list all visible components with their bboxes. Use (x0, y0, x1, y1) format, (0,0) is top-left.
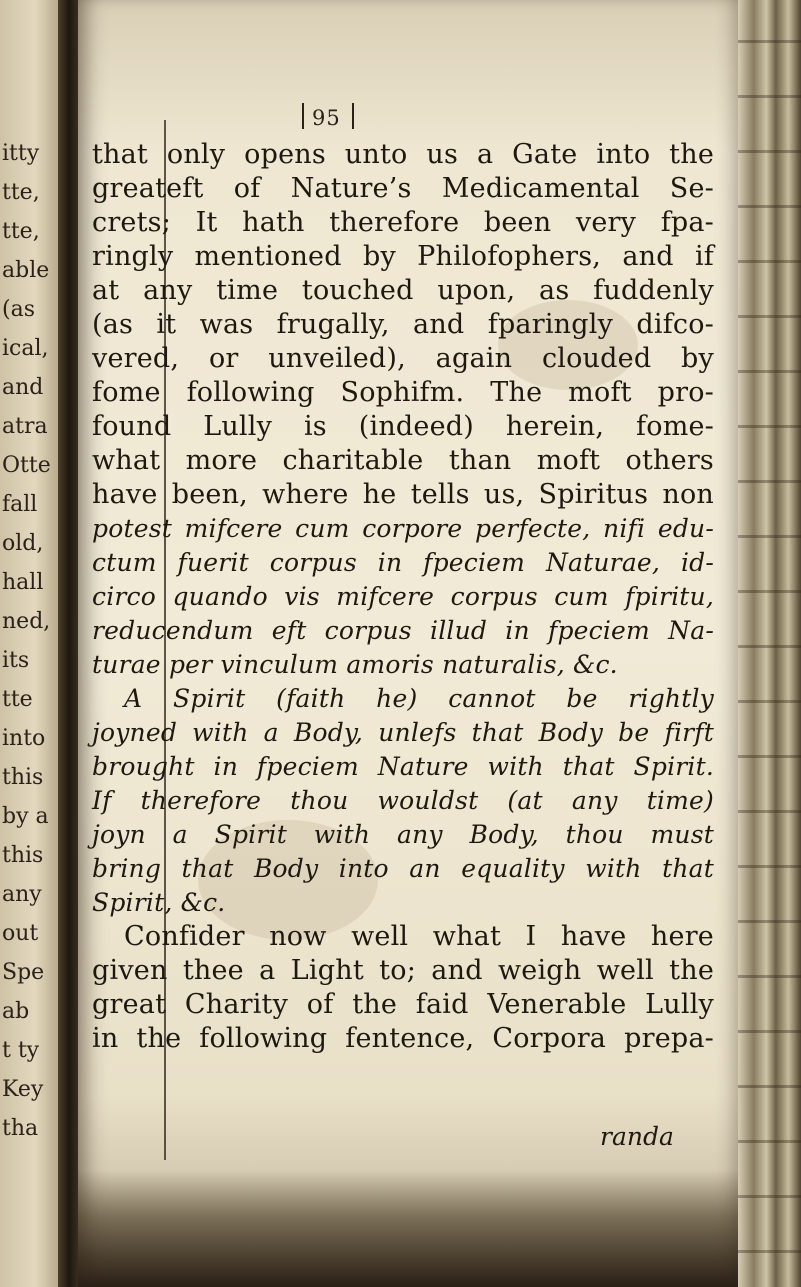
text-line: (as it was frugally, and fparingly difco- (92, 309, 714, 340)
left-page-fragment: and (2, 375, 44, 400)
text-line: that only opens unto us a Gate into the (92, 139, 714, 170)
left-page-fragment: Spe (2, 960, 45, 985)
fore-edge-stripe (738, 920, 801, 923)
text-line: great Charity of the faid Venerable Lully (92, 989, 714, 1020)
left-page-fragment: fall (2, 492, 38, 517)
fore-edge-stripe (738, 425, 801, 428)
left-page-fragment: by a (2, 804, 49, 829)
left-page-fragment: tte (2, 687, 33, 712)
fore-edge-stripe (738, 95, 801, 98)
text-line: A Spirit (faith he) cannot be rightly (124, 684, 714, 713)
fore-edge-stripe (738, 645, 801, 648)
left-page-fragment: out (2, 921, 39, 946)
text-line: ringly mentioned by Philofophers, and if (92, 241, 714, 272)
fore-edge-stripe (738, 40, 801, 43)
left-page-fragment: hall (2, 570, 44, 595)
left-page-fragment: t ty (2, 1038, 40, 1063)
text-line: turae per vinculum amoris naturalis, &c. (92, 650, 618, 679)
fore-edge-stripe (738, 205, 801, 208)
catchword: randa (600, 1122, 674, 1151)
left-page-fragment: tha (2, 1116, 39, 1141)
fore-edge-stripe (738, 370, 801, 373)
fore-edge-stripe (738, 590, 801, 593)
text-line: brought in fpeciem Nature with that Spirit. (92, 752, 714, 781)
text-line: vered, or unveiled), again clouded by (92, 343, 714, 374)
book-gutter (58, 0, 80, 1287)
left-page-fragment: old, (2, 531, 44, 556)
left-page-fragment: its (2, 648, 30, 673)
text-line: circo quando vis mifcere corpus cum fpiritu, (92, 582, 714, 611)
text-line: greateft of Nature’s Medicamental Se- (92, 173, 714, 204)
left-page-fragment: ical, (2, 336, 49, 361)
left-page-fragment: itty (2, 141, 40, 166)
fore-edge-stripe (738, 755, 801, 758)
left-page-fragment: into (2, 726, 46, 751)
left-page-fragment: (as (2, 297, 35, 322)
left-page-fragment: any (2, 882, 42, 907)
left-page-fragment: tte, (2, 180, 40, 205)
text-line: reducendum eft corpus illud in fpeciem Na- (92, 616, 714, 645)
fore-edge-stripe (738, 1140, 801, 1143)
text-line: bring that Body into an equality with that (92, 854, 714, 883)
fore-edge-stripe (738, 1195, 801, 1198)
text-line: fome following Sophifm. The moft pro- (92, 377, 714, 408)
left-page-fragment: Otte (2, 453, 51, 478)
text-line: what more charitable than moft others (92, 445, 714, 476)
fore-edge-stripe (738, 1250, 801, 1253)
left-page-fragment: ab (2, 999, 30, 1024)
text-line: joyned with a Body, unlefs that Body be firft (92, 718, 714, 747)
text-line: at any time touched upon, as fuddenly (92, 275, 714, 306)
text-line: in the following fentence, Corpora prepa- (92, 1023, 714, 1054)
left-page-fragment: able (2, 258, 50, 283)
fore-edge-stripe (738, 480, 801, 483)
left-page-fragment: tte, (2, 219, 40, 244)
fore-edge-stripe (738, 975, 801, 978)
text-line: potest mifcere cum corpore perfecte, nifi edu- (92, 514, 714, 543)
text-line: If therefore thou wouldst (at any time) (92, 786, 714, 815)
left-page-fragment: this (2, 765, 44, 790)
text-line: given thee a Light to; and weigh well the (92, 955, 714, 986)
left-page-fragment: atra (2, 414, 48, 439)
fore-edge-stripe (738, 1085, 801, 1088)
fore-edge-stripe (738, 865, 801, 868)
text-line: joyn a Spirit with any Body, thou must (92, 820, 714, 849)
fore-edge-stripe (738, 1030, 801, 1033)
text-line: found Lully is (indeed) herein, fome- (92, 411, 714, 442)
left-page-fragment: ned, (2, 609, 51, 634)
fore-edge-stripe (738, 700, 801, 703)
bottom-shadow (78, 1170, 738, 1287)
fore-edge-stripe (738, 315, 801, 318)
text-line: crets; It hath therefore been very fpa- (92, 207, 714, 238)
left-page-fragment: Key (2, 1077, 44, 1102)
adjacent-left-page (0, 0, 58, 1287)
page-number: 95 (312, 106, 341, 130)
page-text-block (92, 138, 714, 1056)
fore-edge-stripe (738, 260, 801, 263)
text-line: Spirit, &c. (92, 888, 226, 917)
fore-edge-pages (738, 0, 801, 1287)
fore-edge-stripe (738, 810, 801, 813)
fore-edge-stripe (738, 535, 801, 538)
fore-edge-stripe (738, 150, 801, 153)
text-line: Confider now well what I have here (124, 921, 714, 952)
left-page-fragment: this (2, 843, 44, 868)
text-line: have been, where he tells us, Spiritus non (92, 479, 714, 510)
text-line: ctum fuerit corpus in fpeciem Naturae, id- (92, 548, 714, 577)
